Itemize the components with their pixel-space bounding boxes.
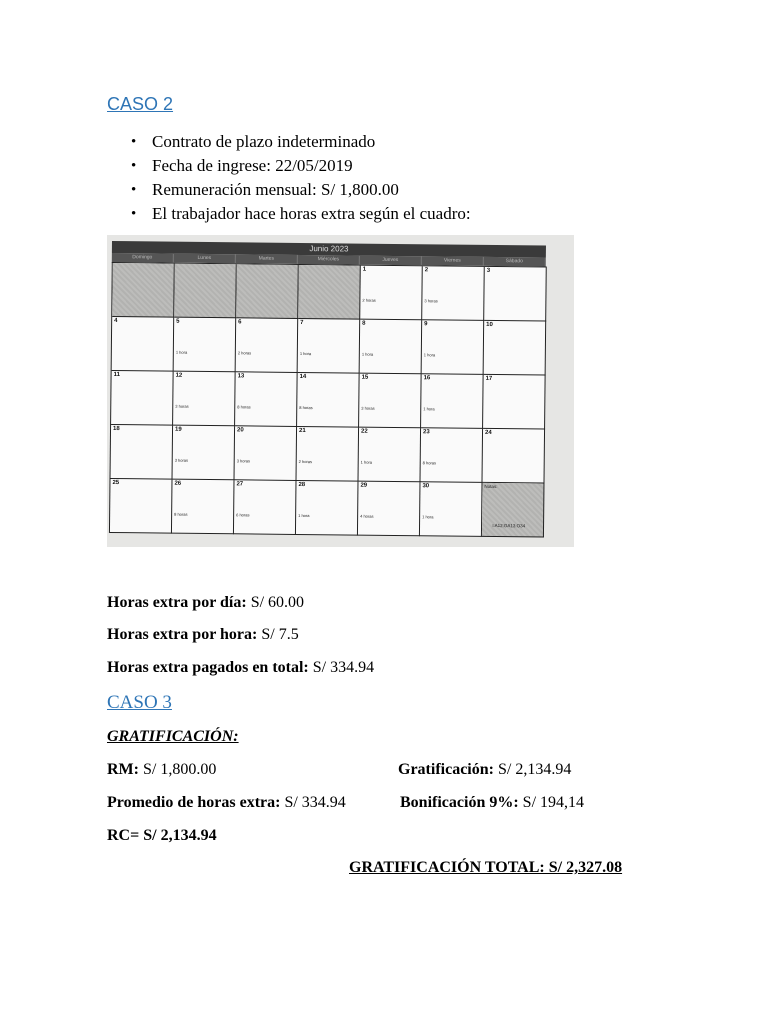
gratificacion-title: GRATIFICACIÓN: — [107, 728, 239, 745]
calendar-day-cell — [174, 318, 237, 373]
rm-label: RM: — [107, 761, 139, 778]
horas-extra-total-label: Horas extra pagados en total: — [107, 659, 309, 676]
caso-2-bullet-list — [131, 130, 471, 226]
calendar-day-cell — [236, 318, 299, 373]
rm-value: S/ 1,800.00 — [142, 761, 217, 778]
calendar-overtime-hours: 2 horas — [298, 458, 313, 465]
calendar-day-number: 29 — [360, 482, 368, 489]
rm-line — [107, 761, 216, 779]
calendar-day-number: 9 — [424, 321, 428, 328]
horas-extra-por-hora-value: S/ 7.5 — [261, 626, 299, 643]
calendar-overtime-hours: 3 horas — [174, 457, 189, 463]
calendar-day-cell — [484, 267, 547, 322]
calendar-day-number: 16 — [423, 375, 431, 382]
promedio-horas-extra-line — [107, 794, 346, 812]
horas-extra-por-dia-value: S/ 60.00 — [250, 594, 305, 611]
calendar-day-number: 1 — [362, 266, 367, 273]
bullet-remuneracion: • Remuneración mensual: S/ 1,800.00 — [131, 178, 471, 202]
caso-2-heading: CASO 2 — [107, 94, 174, 114]
calendar-day-name: Lunes — [174, 254, 236, 264]
calendar-day-number: 6 — [238, 319, 242, 326]
calendar-day-name: Sábado — [484, 257, 546, 267]
calendar-day-name: Viernes — [422, 256, 484, 266]
rc-line: RC= S/ 2,134.94 — [107, 827, 217, 844]
calendar-day-number: 8 — [362, 320, 366, 327]
calendar-day-number: 2 — [424, 267, 429, 274]
calendar-day-number: 11 — [113, 372, 120, 379]
calendar-overtime-hours: 8 horas — [174, 511, 188, 517]
calendar-day-number: 13 — [237, 373, 245, 380]
calendar-day-cell — [360, 266, 423, 321]
calendar-day-cell — [235, 426, 298, 481]
calendar-day-number: 28 — [298, 481, 306, 489]
horas-extra-por-hora-label: Horas extra por hora: — [107, 626, 258, 643]
calendar-day-number: 25 — [112, 480, 120, 487]
calendar-day-cell — [482, 429, 545, 484]
calendar-overtime-hours: 2 horas — [237, 350, 252, 356]
bonificacion-label: Bonificación 9%: — [400, 794, 519, 811]
gratificacion-total: GRATIFICACIÓN TOTAL: S/ 2,327.08 — [349, 859, 623, 876]
calendar-overtime-hours: 1 hora — [175, 349, 188, 355]
calendar-overtime-hours: 3 horas — [424, 298, 438, 304]
calendar-day-number: 24 — [484, 429, 492, 436]
calendar-day-cell — [422, 320, 485, 375]
calendar-day-cell — [296, 427, 359, 482]
calendar-day-number: 23 — [422, 429, 430, 436]
bullet-fecha-ingreso: • Fecha de ingrese: 22/05/2019 — [131, 154, 471, 178]
calendar-day-number: 14 — [299, 373, 307, 381]
calendar-title: Junio 2023 — [112, 241, 546, 258]
calendar-day-cell — [174, 264, 237, 319]
calendar-overtime-hours: 1 hora — [360, 459, 373, 465]
calendar-day-cell — [421, 374, 484, 429]
calendar-day-cell — [172, 480, 235, 535]
calendar-day-cell — [173, 426, 236, 481]
calendar-day-cell — [358, 482, 421, 537]
calendar-overtime-hours: 1 hora — [299, 350, 312, 357]
bullet-contrato: • Contrato de plazo indeterminado — [131, 130, 471, 154]
calendar-notes-label: Notas: — [484, 483, 498, 490]
calendar-day-number: 7 — [300, 319, 304, 327]
calendar-day-number: 21 — [298, 427, 306, 435]
calendar-day-number: 18 — [112, 426, 120, 433]
bullet-horas-extra: • El trabajador hace horas extra según el cuadro: — [131, 202, 471, 226]
calendar-day-cell — [236, 264, 299, 319]
calendar-day-number: 3 — [486, 267, 491, 274]
calendar-day-number: 4 — [114, 318, 118, 325]
calendar-day-name: Jueves — [360, 256, 422, 266]
calendar-day-name: Miércoles — [298, 255, 360, 265]
calendar-day-name: Domingo — [112, 253, 174, 263]
gratificacion-value: S/ 2,134.94 — [497, 761, 572, 778]
horas-extra-por-hora — [107, 626, 299, 644]
calendar-day-cell — [484, 321, 547, 376]
bonificacion-line — [400, 794, 584, 812]
promedio-label: Promedio de horas extra: — [107, 794, 281, 811]
calendar-photo — [107, 235, 574, 547]
calendar-overtime-hours: 8 horas — [299, 404, 313, 411]
calendar-day-cell — [483, 375, 546, 430]
calendar-overtime-hours: 6 horas — [236, 512, 250, 518]
calendar-day-name: Martes — [236, 254, 298, 264]
calendar-day-number: 27 — [236, 481, 244, 488]
calendar-day-cell — [111, 371, 174, 426]
calendar — [109, 241, 546, 537]
calendar-day-cell — [422, 266, 485, 321]
calendar-overtime-hours: 3 horas — [236, 458, 251, 464]
calendar-day-cell — [173, 372, 236, 427]
horas-extra-total — [107, 659, 374, 677]
calendar-overtime-hours: 1 hora — [423, 406, 435, 412]
calendar-day-number: 30 — [422, 483, 430, 490]
calendar-overtime-hours: 1 hora — [423, 352, 436, 358]
calendar-day-number: 20 — [236, 427, 244, 434]
horas-extra-por-dia-label: Horas extra por día: — [107, 594, 247, 611]
calendar-day-number: 19 — [174, 426, 182, 433]
calendar-overtime-hours: 1 hora — [298, 512, 310, 519]
calendar-overtime-hours: 2 horas — [362, 297, 376, 303]
calendar-day-cell — [297, 373, 360, 428]
calendar-day-cell — [296, 481, 359, 536]
calendar-overtime-hours: 1 hora — [422, 514, 434, 520]
calendar-notes-text: =A12:GA13:O34 — [492, 522, 526, 529]
calendar-day-cell — [111, 425, 174, 480]
calendar-overtime-hours: 4 horas — [360, 513, 374, 519]
calendar-grid — [109, 262, 547, 538]
calendar-day-cell — [360, 320, 423, 375]
bonificacion-value: S/ 194,14 — [522, 794, 585, 811]
caso-3-heading: CASO 3 — [107, 692, 172, 713]
calendar-overtime-hours: 8 horas — [237, 404, 251, 410]
promedio-value: S/ 334.94 — [284, 794, 346, 811]
gratificacion-label: Gratificación: — [398, 761, 494, 778]
calendar-day-cell — [110, 479, 173, 534]
calendar-day-number: 5 — [176, 318, 180, 325]
calendar-day-number: 10 — [486, 321, 493, 328]
calendar-day-cell — [358, 428, 421, 483]
calendar-day-number: 12 — [175, 372, 183, 379]
calendar-overtime-hours: 8 horas — [422, 460, 437, 466]
calendar-overtime-hours: 1 hora — [361, 351, 374, 357]
calendar-notes-cell — [482, 483, 545, 538]
calendar-overtime-hours: 3 horas — [175, 403, 189, 409]
gratificacion-line — [398, 761, 571, 779]
calendar-overtime-hours: 3 horas — [361, 405, 375, 411]
calendar-day-number: 17 — [485, 375, 493, 382]
calendar-day-number: 22 — [360, 428, 368, 435]
calendar-day-number: 26 — [174, 480, 182, 487]
calendar-day-cell — [235, 372, 298, 427]
calendar-day-cell — [298, 265, 361, 320]
calendar-day-cell — [112, 317, 175, 372]
calendar-day-number: 15 — [361, 374, 369, 381]
horas-extra-por-dia — [107, 594, 304, 612]
calendar-day-cell — [420, 428, 483, 483]
calendar-day-cell — [234, 480, 297, 535]
calendar-day-cell — [420, 482, 483, 537]
calendar-day-cell — [359, 374, 422, 429]
calendar-day-cell — [298, 319, 361, 374]
calendar-day-cell — [112, 263, 175, 318]
horas-extra-total-value: S/ 334.94 — [312, 659, 375, 676]
